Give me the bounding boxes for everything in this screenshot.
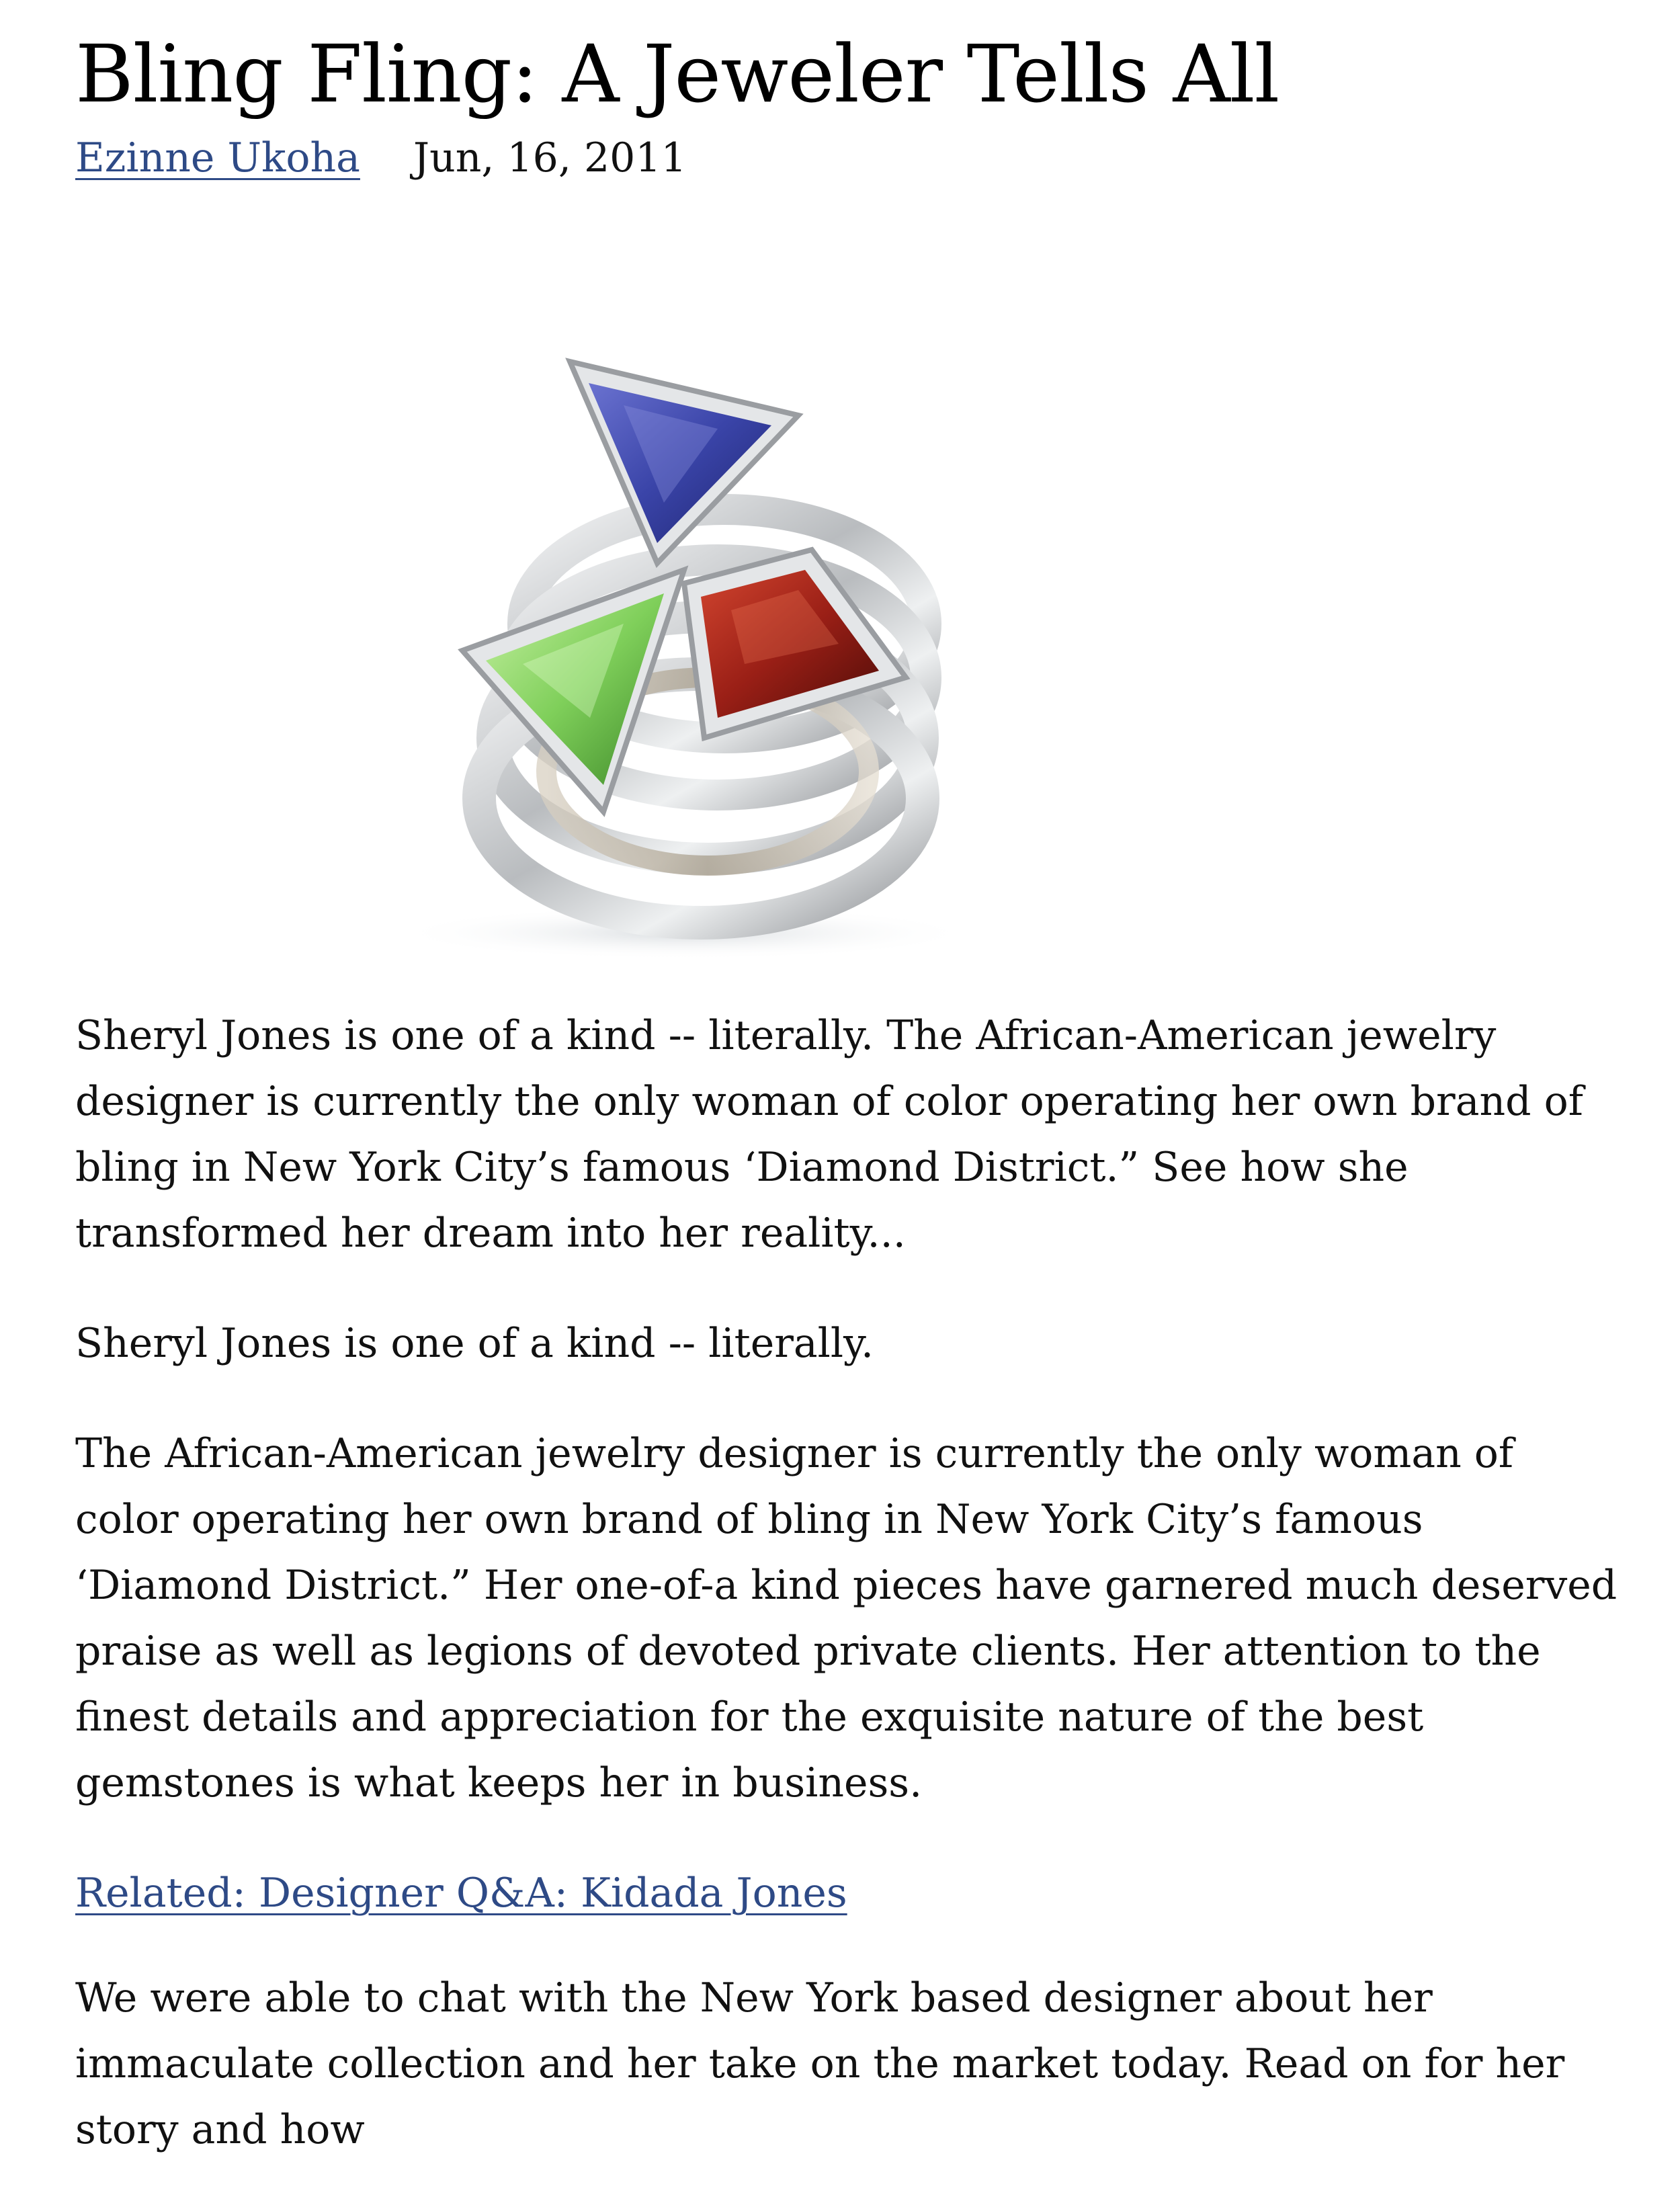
article-paragraph: Sheryl Jones is one of a kind -- literally. (75, 1320, 874, 1367)
article-body (75, 1003, 1621, 2207)
article-paragraph: Sheryl Jones is one of a kind -- literally. The African-American jewelry designer is currently the only woman of color operating her own brand of bling in New York City’s famous ‘Diamond District.” See how she transformed her dream into her reality... (75, 1012, 1583, 1257)
related-article-link[interactable]: Related: Designer Q&A: Kidada Jones (75, 1870, 847, 1917)
article-paragraph: We were able to chat with the New York based designer about her immaculate collection and her take on the market today. Read on for her story and how (75, 1974, 1565, 2153)
article-paragraph: The African-American jewelry designer is currently the only woman of color operating her own brand of bling in New York City’s famous ‘Diamond District.” Her one-of-a kind pieces have garnered much deserved praise as well as legions of devoted private clients. Her attention to the finest details and appreciation for the exquisite nature of the best gemstones is what keeps her in business. (75, 1430, 1618, 1806)
article-image (368, 341, 1000, 960)
stacked-gemstone-rings-photo-icon (368, 341, 1000, 960)
publish-date: Jun, 16, 2011 (413, 134, 687, 181)
author-link[interactable]: Ezinne Ukoha (75, 134, 360, 181)
article-byline (75, 133, 1605, 183)
article-title: Bling Fling: A Jeweler Tells All (75, 28, 1279, 120)
related-link-paragraph (75, 1860, 1621, 1926)
